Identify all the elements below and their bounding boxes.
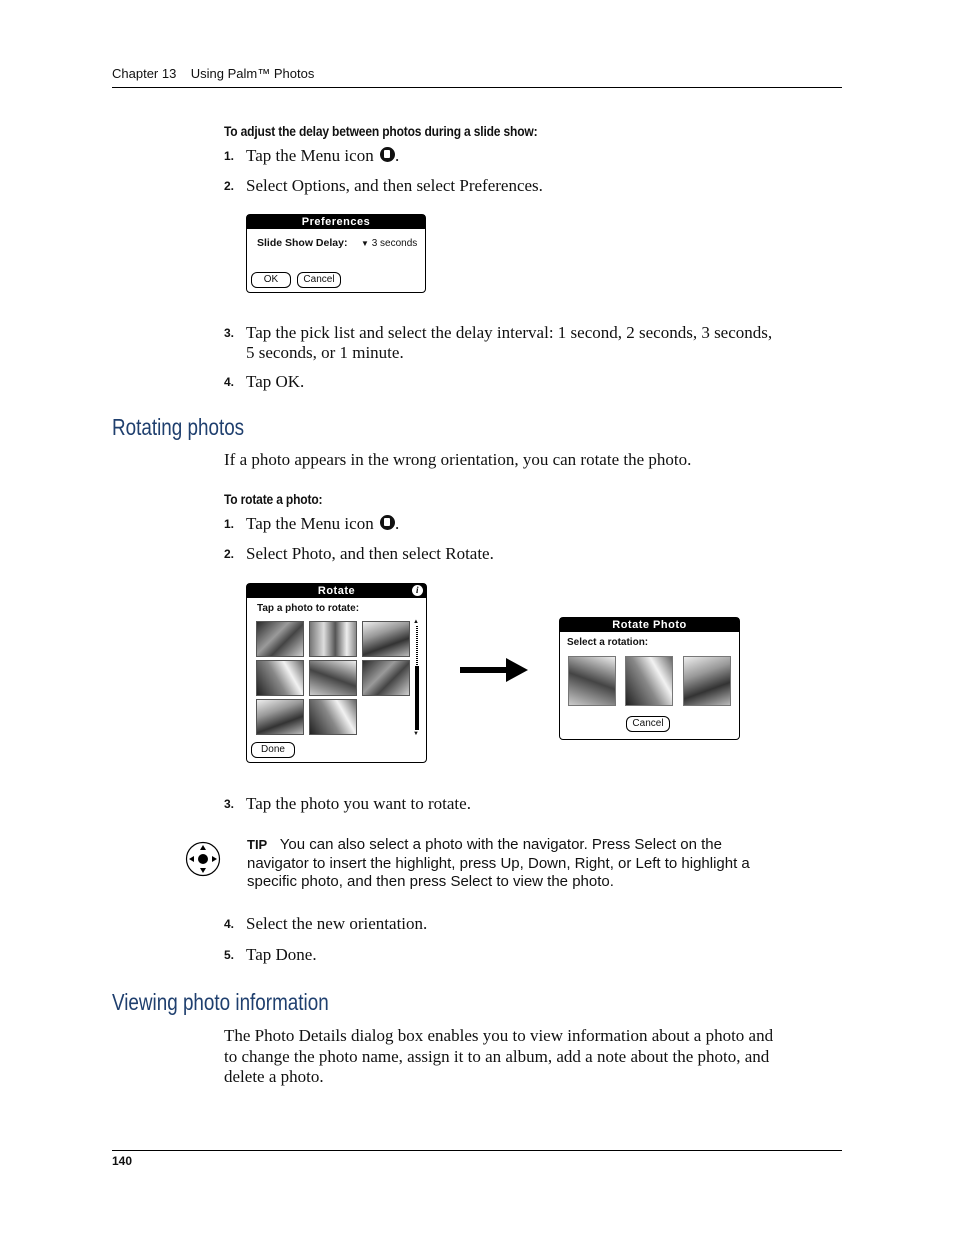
scroll-up-icon[interactable]: ▲ xyxy=(413,619,419,625)
cancel-button[interactable]: Cancel xyxy=(626,716,670,732)
viewing-paragraph xyxy=(224,1026,844,1088)
delay-value: 3 seconds xyxy=(371,238,418,249)
photo-thumbnail[interactable] xyxy=(256,699,304,735)
step-text: Tap Done. xyxy=(246,945,317,964)
dialog-title: Rotate i xyxy=(247,584,426,598)
arrow-right-icon xyxy=(458,656,530,684)
rotation-option[interactable] xyxy=(683,656,731,706)
ok-button[interactable]: OK xyxy=(251,272,291,288)
rotating-photos-heading: Rotating photos xyxy=(112,414,245,440)
scroll-track xyxy=(416,626,418,666)
scroll-thumb[interactable] xyxy=(415,666,419,730)
rotation-prompt: Select a rotation: xyxy=(567,637,649,648)
step-text: Tap the photo you want to rotate. xyxy=(246,794,471,813)
step-number: 4. xyxy=(224,917,235,931)
tip-line-3: specific photo, and then press Select to view the photo. xyxy=(247,873,614,890)
viewing-line-1: The Photo Details dialog box enables you to view information about a photo and xyxy=(224,1026,774,1045)
menu-icon xyxy=(380,147,395,162)
rotation-option[interactable] xyxy=(625,656,673,706)
photo-thumbnail[interactable] xyxy=(256,621,304,657)
triangle-down-icon: ▼ xyxy=(361,239,369,248)
slide-show-delay-label: Slide Show Delay: xyxy=(257,237,348,249)
photo-thumbnail[interactable] xyxy=(362,621,410,657)
rotate-dialog xyxy=(246,583,427,763)
viewing-line-3: delete a photo. xyxy=(224,1067,324,1086)
step-number: 1. xyxy=(224,517,235,531)
step-text: Tap the Menu icon xyxy=(246,514,374,533)
tip-block xyxy=(247,836,837,892)
tip-label: TIP xyxy=(247,837,268,852)
dialog-title: Rotate Photo xyxy=(560,618,739,632)
step-number: 3. xyxy=(224,797,235,811)
step-number: 4. xyxy=(224,375,235,389)
step-number: 1. xyxy=(224,149,235,163)
photo-thumbnail[interactable] xyxy=(309,621,357,657)
step-number: 2. xyxy=(224,179,235,193)
scrollbar[interactable] xyxy=(413,619,421,737)
delay-picklist[interactable] xyxy=(361,238,417,249)
step-text: Select Photo, and then select Rotate. xyxy=(246,544,494,563)
page-number: 140 xyxy=(112,1154,133,1168)
step-text: Tap the Menu icon xyxy=(246,146,374,165)
footer-rule xyxy=(112,1150,842,1151)
running-header xyxy=(112,66,314,81)
rotation-option[interactable] xyxy=(568,656,616,706)
rotate-procedure-title: To rotate a photo: xyxy=(224,491,323,507)
photo-thumbnail[interactable] xyxy=(309,699,357,735)
step-number: 2. xyxy=(224,547,235,561)
info-icon[interactable]: i xyxy=(412,585,423,596)
viewing-line-2: to change the photo name, assign it to an album, add a note about the photo, and xyxy=(224,1046,770,1066)
dialog-title: Preferences xyxy=(247,215,425,229)
cancel-button[interactable]: Cancel xyxy=(297,272,341,288)
tip-line-1: You can also select a photo with the navigator. Press Select on the xyxy=(279,836,722,853)
step-text: Select the new orientation. xyxy=(246,914,428,933)
done-button[interactable]: Done xyxy=(251,742,295,758)
step-text-line1: Tap the pick list and select the delay interval: 1 second, 2 seconds, 3 seconds, xyxy=(246,323,773,342)
tip-line-2: navigator to insert the highlight, press Up, Down, Right, or Left to highlight a xyxy=(247,854,750,872)
photo-thumbnail[interactable] xyxy=(256,660,304,696)
header-chapter: Chapter 13 xyxy=(112,66,177,81)
navigator-icon xyxy=(185,841,221,877)
header-rule xyxy=(112,87,842,88)
menu-icon xyxy=(380,515,395,530)
step-text: Tap OK. xyxy=(246,372,305,391)
rotate-prompt: Tap a photo to rotate: xyxy=(257,603,360,614)
delay-step-3-line2: 5 seconds, or 1 minute. xyxy=(246,343,404,362)
step-text: Select Options, and then select Preferences. xyxy=(246,176,543,195)
delay-procedure-title: To adjust the delay between photos during a slide show: xyxy=(224,123,538,139)
photo-thumbnail[interactable] xyxy=(362,660,410,696)
step-number: 3. xyxy=(224,326,235,340)
rotate-photo-dialog xyxy=(559,617,740,740)
header-section: Using Palm™ Photos xyxy=(190,66,315,81)
photo-thumbnail[interactable] xyxy=(309,660,357,696)
preferences-dialog xyxy=(246,214,426,293)
scroll-down-icon[interactable]: ▼ xyxy=(413,731,419,737)
rotating-intro: If a photo appears in the wrong orientation, you can rotate the photo. xyxy=(224,450,692,469)
viewing-photo-info-heading: Viewing photo information xyxy=(112,989,329,1015)
step-number: 5. xyxy=(224,948,235,962)
